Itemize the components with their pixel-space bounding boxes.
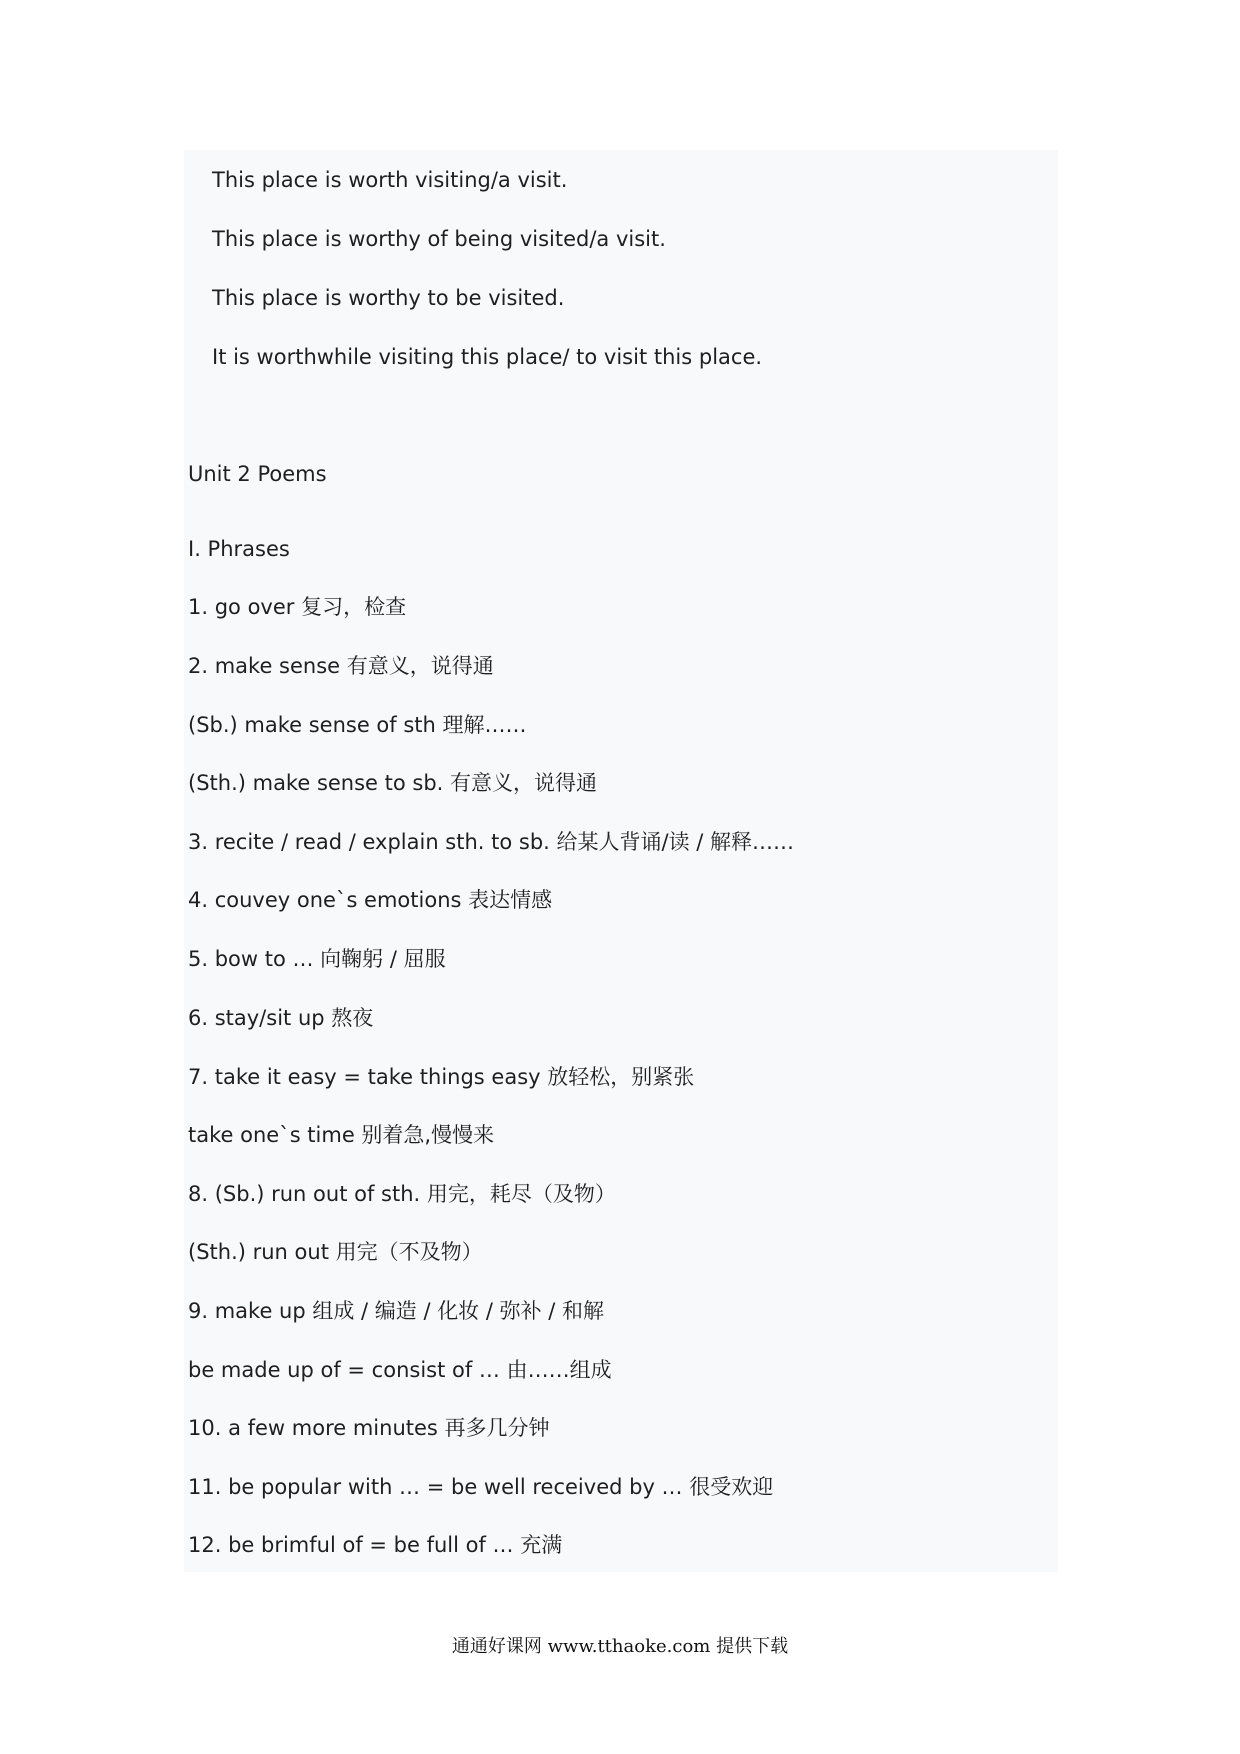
unit-title: Unit 2 Poems [188, 462, 327, 486]
phrase-item: 10. a few more minutes 再多几分钟 [188, 1416, 550, 1440]
phrase-item: 8. (Sb.) run out of sth. 用完，耗尽（及物） [188, 1182, 616, 1206]
section-title: I. Phrases [188, 537, 290, 561]
phrase-item: (Sb.) make sense of sth 理解…… [188, 713, 527, 737]
phrase-item: 1. go over 复习，检查 [188, 595, 407, 619]
content-block [184, 150, 1058, 1572]
phrase-item: (Sth.) run out 用完（不及物） [188, 1240, 483, 1264]
example-line-2: This place is worthy of being visited/a visit. [212, 227, 666, 251]
example-line-3: This place is worthy to be visited. [212, 286, 565, 310]
phrase-item: 7. take it easy = take things easy 放轻松，别紧张 [188, 1065, 695, 1089]
phrase-item: 3. recite / read / explain sth. to sb. 给某人背诵/读 / 解释…… [188, 830, 795, 854]
phrase-item: 11. be popular with … = be well received by … 很受欢迎 [188, 1475, 774, 1499]
example-line-4: It is worthwhile visiting this place/ to visit this place. [212, 345, 763, 369]
phrase-item: 4. couvey one`s emotions 表达情感 [188, 888, 553, 912]
phrase-item: 9. make up 组成 / 编造 / 化妆 / 弥补 / 和解 [188, 1299, 605, 1323]
phrase-item: take one`s time 别着急,慢慢来 [188, 1123, 495, 1147]
phrase-item: 6. stay/sit up 熬夜 [188, 1006, 374, 1030]
page-footer: 通通好课网 www.tthaoke.com 提供下载 [451, 1636, 789, 1657]
example-line-1: This place is worth visiting/a visit. [212, 168, 568, 192]
phrase-item: 5. bow to … 向鞠躬 / 屈服 [188, 947, 446, 971]
phrase-item: be made up of = consist of … 由……组成 [188, 1358, 612, 1382]
phrase-item: (Sth.) make sense to sb. 有意义，说得通 [188, 771, 598, 795]
phrase-item: 2. make sense 有意义，说得通 [188, 654, 494, 678]
phrase-item: 12. be brimful of = be full of … 充满 [188, 1533, 563, 1557]
